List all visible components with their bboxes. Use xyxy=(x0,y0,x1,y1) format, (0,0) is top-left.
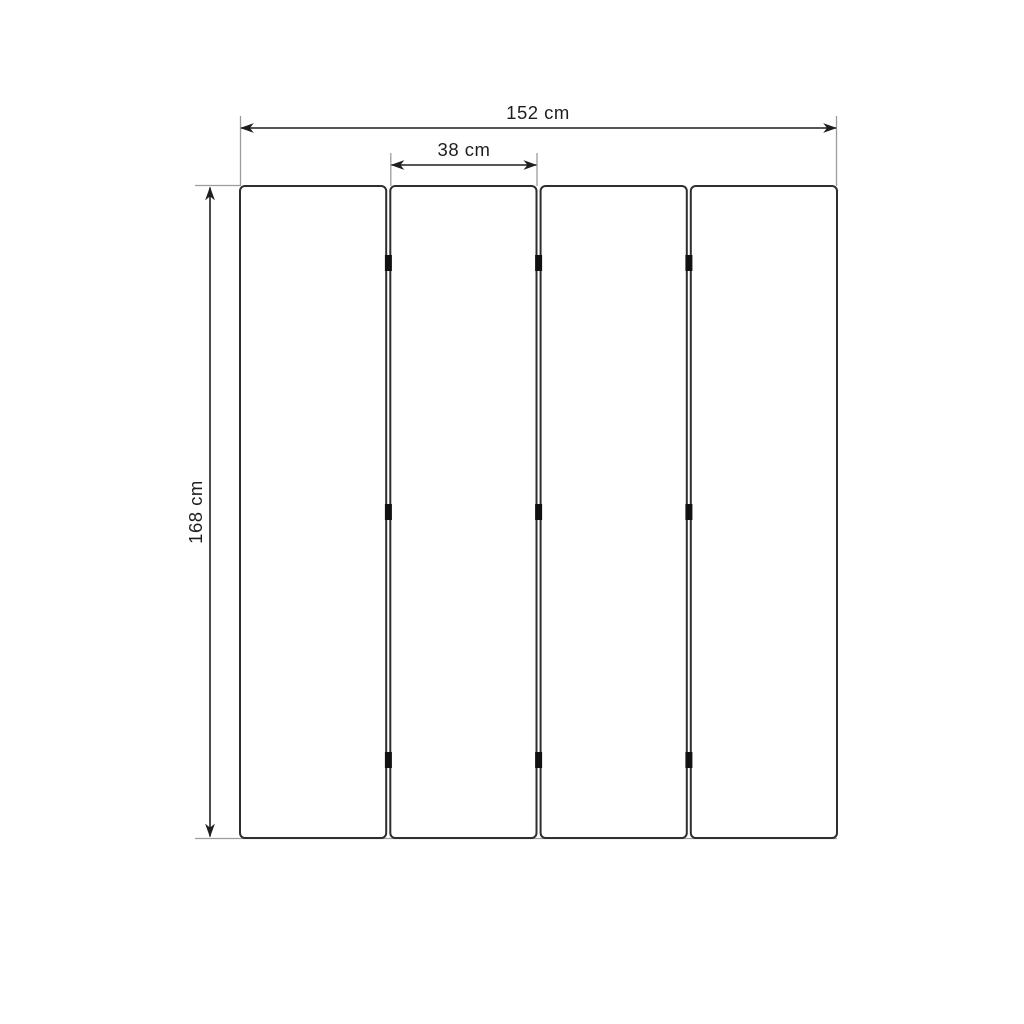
panel-4 xyxy=(691,186,837,838)
panel-width-label: 38 cm xyxy=(437,139,491,160)
hinge-joint1-bottom xyxy=(385,752,392,768)
panel-2 xyxy=(390,186,536,838)
hinge-joint1-middle xyxy=(385,504,392,520)
hinge-joint3-top xyxy=(685,255,692,271)
hinge-joint3-bottom xyxy=(685,752,692,768)
panel-1 xyxy=(240,186,386,838)
hinge-joint2-top xyxy=(535,255,542,271)
panel-3 xyxy=(541,186,687,838)
height-label: 168 cm xyxy=(185,480,206,544)
hinge-joint2-bottom xyxy=(535,752,542,768)
hinge-joint3-middle xyxy=(685,504,692,520)
hinge-joint2-middle xyxy=(535,504,542,520)
total-width-label: 152 cm xyxy=(506,102,570,123)
hinge-joint1-top xyxy=(385,255,392,271)
